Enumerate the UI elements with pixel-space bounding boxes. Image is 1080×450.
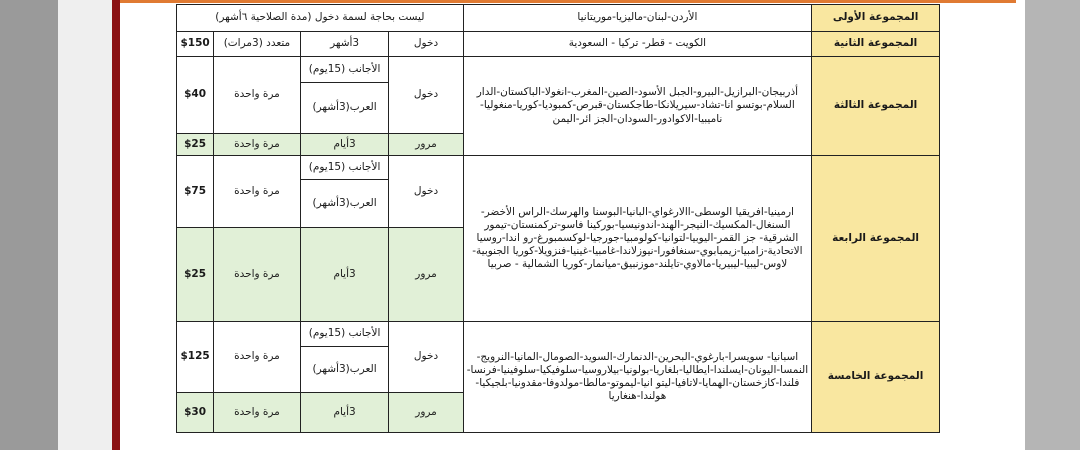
table-row xyxy=(177,5,940,32)
table-row xyxy=(177,156,940,180)
visa-type: دخول xyxy=(389,57,463,134)
visa-duration-foreigners: الأجانب (15يوم) xyxy=(300,322,389,347)
visa-duration-foreigners: الأجانب (15يوم) xyxy=(300,57,389,83)
country-list: الأردن-لبنان-ماليزيا-موريتانيا xyxy=(463,5,812,32)
group-label: المجموعة الثانية xyxy=(812,32,940,57)
country-list: ارمينيا-افريقيا الوسطى-االارغواي-البانيا-البوسنا والهرسك-الراس الأخضر-السنغال-المكسيك-النيجر-الهند-اندونيسيا-بوركينا فاسو-تركمنستان-تيمور الشرقية- جز القمر-اليوبيا-لتوانيا-كولومبيا-جورجيا-لوكسمبورغ-رو اندا-روسيا الاتحادية-زامبيا-زيمبابوي-سنغافورا-نيوزلاندا-غامبيا-غينيا-فنزويلا-كوريا الجنوبية-لاوس-ليبيا-ليبيريا-مالاوي-تايلند-موزنبيق-ميانمار-كوريا الشمالية - صربيا xyxy=(463,156,812,322)
visa-type: دخول xyxy=(389,32,463,57)
background-right-panel xyxy=(1025,0,1080,450)
transit-duration: 3أيام xyxy=(300,393,389,433)
background-left-panel xyxy=(58,0,116,450)
visa-type: دخول xyxy=(389,322,463,393)
transit-duration: 3أيام xyxy=(300,134,389,156)
visa-type: دخول xyxy=(389,156,463,228)
transit-frequency: مرة واحدة xyxy=(214,228,301,322)
visa-frequency: مرة واحدة xyxy=(214,57,301,134)
transit-frequency: مرة واحدة xyxy=(214,393,301,433)
visa-duration-arabs: العرب(3أشهر) xyxy=(300,347,389,393)
visa-duration-arabs: العرب(3أشهر) xyxy=(300,83,389,134)
table-row xyxy=(177,57,940,83)
group-label: المجموعة الثالثة xyxy=(812,57,940,156)
visa-frequency: مرة واحدة xyxy=(214,156,301,228)
document-red-margin xyxy=(112,0,120,450)
transit-duration: 3أيام xyxy=(300,228,389,322)
transit-frequency: مرة واحدة xyxy=(214,134,301,156)
table-row xyxy=(177,322,940,347)
visa-frequency: مرة واحدة xyxy=(214,322,301,393)
transit-type: مرور xyxy=(389,134,463,156)
table-row xyxy=(177,32,940,57)
visa-duration: 3أشهر xyxy=(300,32,389,57)
group-label: المجموعة الرابعة xyxy=(812,156,940,322)
country-list: أذربيجان-البرازيل-البيرو-الجبل الأسود-الصين-المغرب-انغولا-الباكستان-الدار السلام-بوتسو انا-تشاد-سيريلانكا-طاجكستان-قبرص-كمبوديا-كوريا-منغوليا-ناميبيا-الاكوادور-السودان-الجز ائر-اليمن xyxy=(463,57,812,156)
visa-price: $40 xyxy=(177,57,214,134)
transit-type: مرور xyxy=(389,228,463,322)
table-top-border xyxy=(120,0,1016,3)
visa-fees-table xyxy=(176,4,940,433)
visa-price: $150 xyxy=(177,32,214,57)
group-label: المجموعة الأولى xyxy=(812,5,940,32)
transit-type: مرور xyxy=(389,393,463,433)
country-list: اسبانيا- سويسرا-بارغوي-البحرين-الدنمارك-السويد-الصومال-المانيا-النرويج-النمسا-اليونان-ايسلندا-ايطاليا-بلغاريا-بولونيا-بيلاروسيا-سلوفيكيا-سلوفينيا-فرنسا-فلندا-كازخستان-الهمايا-لاتافيا-ليتو انيا-ليموتو-مالطا-مولدوفا-مقدونيا-بلجيكيا-هولندا-هنغاريا xyxy=(463,322,812,433)
visa-price: $125 xyxy=(177,322,214,393)
visa-frequency: متعدد (3مرات) xyxy=(214,32,301,57)
visa-duration-foreigners: الأجانب (15يوم) xyxy=(300,156,389,180)
visa-duration-arabs: العرب(3أشهر) xyxy=(300,180,389,228)
transit-price: $25 xyxy=(177,134,214,156)
group-label: المجموعة الخامسة xyxy=(812,322,940,433)
transit-price: $30 xyxy=(177,393,214,433)
transit-price: $25 xyxy=(177,228,214,322)
visa-price: $75 xyxy=(177,156,214,228)
country-list: الكويت - قطر- تركيا - السعودية xyxy=(463,32,812,57)
visa-exempt-note: ليست بحاجة لسمة دخول (مدة الصلاحية ٦أشهر) xyxy=(177,5,464,32)
